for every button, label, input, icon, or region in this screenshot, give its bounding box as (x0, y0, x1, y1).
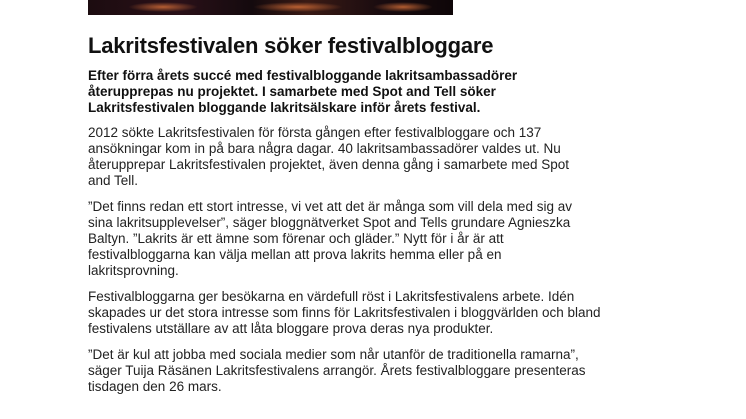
hero-image (88, 0, 453, 15)
hero-image-light (253, 2, 343, 12)
article-headline: Lakritsfestivalen söker festivalbloggare (88, 33, 494, 58)
lead-line: Efter förra årets succé med festivalbloggande lakritsambassadörer (88, 68, 518, 83)
body-line: tisdagen den 26 mars. (88, 379, 222, 394)
lead-line: Lakritsfestivalen bloggande lakritsälskare inför årets festival. (88, 100, 481, 115)
body-line: and Tell. (88, 173, 139, 188)
body-line: festivalbloggarna kan välja mellan att prova lakrits hemma eller på en (88, 247, 502, 262)
body-line: Festivalbloggarna ger besökarna en värdefull röst i Lakritsfestivalens arbete. Idén (88, 289, 575, 304)
body-paragraph (88, 125, 648, 189)
hero-image-light (373, 2, 433, 12)
lead-line: återupprepas nu projektet. I samarbete med Spot and Tell söker (88, 84, 496, 99)
body-line: festivalens utställare av att låta bloggare prova deras nya produkter. (88, 321, 494, 336)
body-line: ansökningar kom in på bara några dagar. 40 lakritsambassadörer valdes ut. Nu (88, 141, 561, 156)
body-line: ”Det är kul att jobba med sociala medier som når utanför de traditionella ramarna”, (88, 347, 579, 362)
body-paragraph (88, 199, 648, 279)
body-paragraph (88, 347, 648, 395)
article-lead (88, 68, 628, 116)
body-line: lakritsprovning. (88, 263, 179, 278)
article (88, 33, 668, 405)
body-line: Baltyn. ”Lakrits är ett ämne som förenar och gläder.” Nytt för i år är att (88, 231, 504, 246)
body-line: sina lakritsupplevelser”, säger bloggnätverket Spot and Tells grundare Agnieszka (88, 215, 571, 230)
hero-image-light (128, 2, 198, 12)
body-line: 2012 sökte Lakritsfestivalen för första gången efter festivalbloggare och 137 (88, 125, 542, 140)
body-line: ”Det finns redan ett stort intresse, vi vet att det är många som vill dela med sig av (88, 199, 572, 214)
body-line: skapades ur det stora intresse som finns för Lakritsfestivalen i bloggvärlden och bland (88, 305, 601, 320)
body-paragraph (88, 289, 648, 337)
body-line: säger Tuija Räsänen Lakritsfestivalens arrangör. Årets festivalbloggare presenteras (88, 363, 586, 378)
body-line: återupprepar Lakritsfestivalen projektet, även denna gång i samarbete med Spot (88, 157, 570, 172)
